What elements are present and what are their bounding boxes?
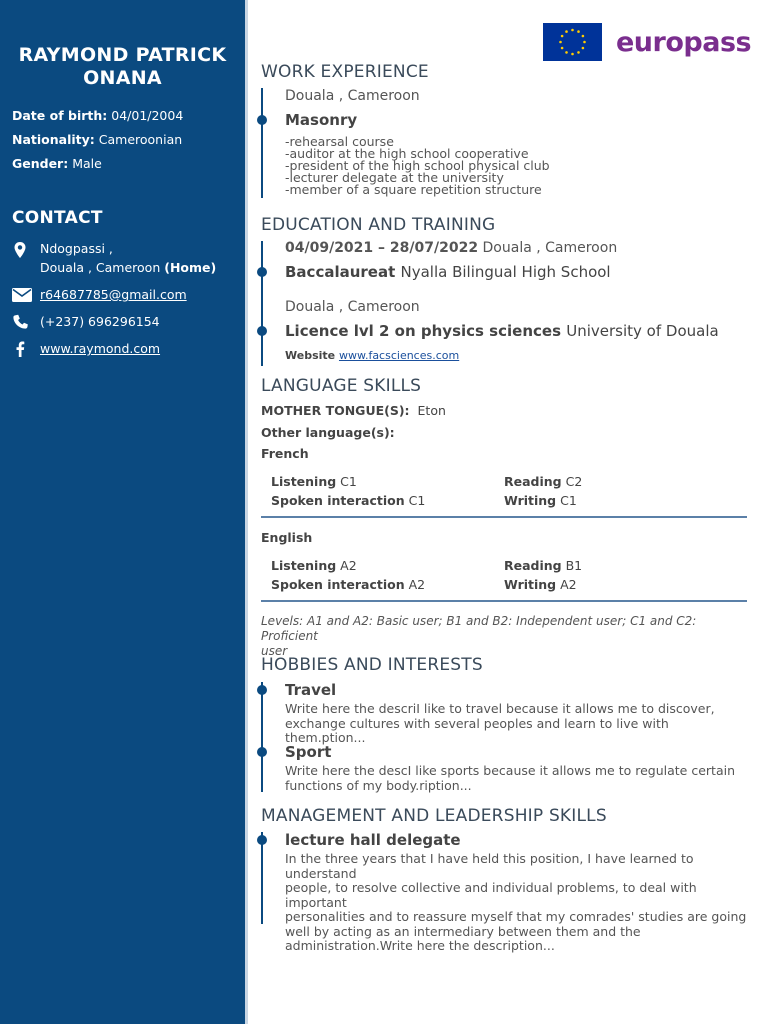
education-school: University of Douala	[566, 322, 719, 340]
skill-level: C1	[560, 493, 577, 508]
facebook-icon	[12, 341, 40, 357]
education-website-link[interactable]: www.facsciences.com	[338, 349, 460, 362]
website-label: Website	[285, 349, 336, 362]
levels-note	[261, 614, 731, 659]
spoken-skill	[271, 493, 425, 508]
europass-logo	[543, 23, 751, 61]
phone-number: (+237) 696296154	[40, 314, 160, 329]
dob-label: Date of birth:	[12, 108, 108, 123]
gender-value: Male	[72, 156, 102, 171]
skill-label: Listening	[271, 474, 337, 489]
hobby-line: Write here the descriI like to travel because it allows me to discover,	[285, 701, 715, 716]
language-name-text: English	[261, 530, 313, 545]
address-line-1: Ndogpassi ,	[40, 241, 113, 256]
email-icon	[12, 287, 40, 302]
contact-address	[12, 241, 216, 275]
listening-skill	[271, 474, 357, 489]
address-tag: (Home)	[164, 260, 217, 275]
writing-skill	[504, 577, 577, 592]
skill-label: Spoken interaction	[271, 577, 405, 592]
skill-level: A2	[408, 577, 426, 592]
work-line: -member of a square repetition structure	[285, 182, 542, 197]
sidebar	[0, 0, 245, 1024]
address-line-2: Douala , Cameroon	[40, 260, 161, 275]
education-dates: 04/09/2021 – 28/07/2022	[285, 240, 479, 256]
language-divider	[261, 516, 747, 518]
work-location: Douala , Cameroon	[285, 88, 420, 104]
education-degree: Licence lvl 2 on physics sciences	[285, 322, 561, 340]
email-link[interactable]: r64687785@gmail.com	[40, 287, 187, 302]
reading-skill	[504, 474, 582, 489]
skill-level: A2	[340, 558, 357, 573]
person-name	[10, 44, 235, 90]
skill-label: Reading	[504, 558, 562, 573]
spoken-skill	[271, 577, 425, 592]
hobbies-timeline-dot	[257, 747, 267, 757]
education-website	[285, 349, 459, 362]
education-school: Nyalla Bilingual High School	[400, 263, 611, 281]
mother-tongue	[261, 403, 446, 418]
skill-label: Writing	[504, 577, 557, 592]
skill-level: C1	[340, 474, 357, 489]
mother-tongue-value: Eton	[417, 403, 446, 418]
education-entry-2-title	[285, 322, 719, 340]
work-line: -rehearsal course	[285, 134, 394, 149]
work-line: -lecturer delegate at the university	[285, 170, 504, 185]
management-timeline-dot	[257, 835, 267, 845]
management-line: personalities and to reassure myself that my comrades' studies are going	[285, 909, 747, 924]
education-timeline-dot	[257, 326, 267, 336]
location-pin-icon	[12, 241, 40, 275]
language-name	[261, 446, 309, 461]
gender	[12, 156, 102, 171]
name-line-2: ONANA	[83, 67, 162, 89]
hobbies-timeline-dot	[257, 685, 267, 695]
hobbies-title: HOBBIES AND INTERESTS	[261, 655, 483, 675]
education-entry-1-header	[285, 240, 617, 256]
other-languages-label: Other language(s):	[261, 425, 395, 440]
management-line: administration.Write here the description...	[285, 938, 555, 953]
nationality-label: Nationality:	[12, 132, 95, 147]
management-line: well by acting as an intermediary between them and the	[285, 923, 641, 939]
work-experience-title: WORK EXPERIENCE	[261, 62, 429, 82]
education-entry-1-title	[285, 263, 611, 281]
hobby-line: exchange cultures with several peoples and learn to live with them.ption...	[285, 715, 669, 745]
skill-level: B1	[565, 558, 583, 573]
writing-skill	[504, 493, 577, 508]
skill-label: Listening	[271, 558, 337, 573]
language-name	[261, 530, 312, 545]
work-timeline-line	[261, 88, 263, 198]
skill-label: Writing	[504, 493, 557, 508]
levels-note-line: user	[261, 644, 288, 658]
education-degree: Baccalaureat	[285, 263, 396, 281]
levels-note-line: Levels: A1 and A2: Basic user; B1 and B2: Independent user; C1 and C2: Proficient	[261, 614, 697, 643]
logo-text: europass	[616, 26, 752, 58]
language-name-text: French	[261, 446, 309, 461]
mother-tongue-label: MOTHER TONGUE(S):	[261, 403, 410, 418]
date-of-birth	[12, 108, 183, 123]
hobby-description	[285, 764, 747, 793]
education-timeline-line	[261, 241, 263, 366]
phone-icon	[12, 314, 40, 332]
listening-skill	[271, 558, 357, 573]
eu-flag-icon	[543, 23, 602, 61]
language-skills-title: LANGUAGE SKILLS	[261, 376, 422, 396]
management-description	[285, 852, 747, 954]
work-line: -auditor at the high school cooperative	[285, 146, 529, 161]
hobby-description	[285, 702, 747, 746]
name-line-1: RAYMOND PATRICK	[18, 44, 227, 66]
contact-title: CONTACT	[12, 208, 103, 228]
other-languages	[261, 425, 395, 440]
nationality-value: Cameroonian	[98, 132, 183, 147]
management-line: people, to resolve collective and individual problems, to deal with important	[285, 880, 697, 910]
hobbies-timeline-line	[261, 682, 263, 792]
education-location: Douala , Cameroon	[482, 240, 618, 256]
sidebar-edge	[245, 0, 248, 1024]
education-timeline-dot	[257, 267, 267, 277]
gender-label: Gender:	[12, 156, 69, 171]
hobby-name: Sport	[285, 743, 332, 761]
skill-label: Spoken interaction	[271, 493, 405, 508]
education-title: EDUCATION AND TRAINING	[261, 215, 496, 235]
contact-email	[12, 287, 187, 302]
hobby-line: functions of my body.ription...	[285, 777, 472, 793]
hobby-name: Travel	[285, 681, 337, 699]
skill-level: C1	[408, 493, 426, 508]
work-line: -president of the high school physical club	[285, 158, 550, 173]
language-divider	[261, 600, 747, 602]
nationality	[12, 132, 182, 147]
management-item-title: lecture hall delegate	[285, 831, 461, 849]
dob-value: 04/01/2004	[111, 108, 184, 123]
skill-level: A2	[560, 577, 577, 592]
management-title: MANAGEMENT AND LEADERSHIP SKILLS	[261, 806, 607, 826]
management-timeline-line	[261, 832, 263, 924]
work-job-title: Masonry	[285, 111, 358, 129]
management-line: In the three years that I have held this position, I have learned to understand	[285, 851, 694, 881]
contact-phone	[12, 314, 160, 332]
work-timeline-dot	[257, 115, 267, 125]
work-description	[285, 136, 550, 196]
hobby-line: Write here the descI like sports because it allows me to regulate certain	[285, 763, 735, 778]
contact-website	[12, 341, 160, 357]
website-link[interactable]: www.raymond.com	[40, 341, 161, 356]
reading-skill	[504, 558, 582, 573]
skill-level: C2	[565, 474, 583, 489]
skill-label: Reading	[504, 474, 562, 489]
education-location: Douala , Cameroon	[285, 299, 420, 315]
